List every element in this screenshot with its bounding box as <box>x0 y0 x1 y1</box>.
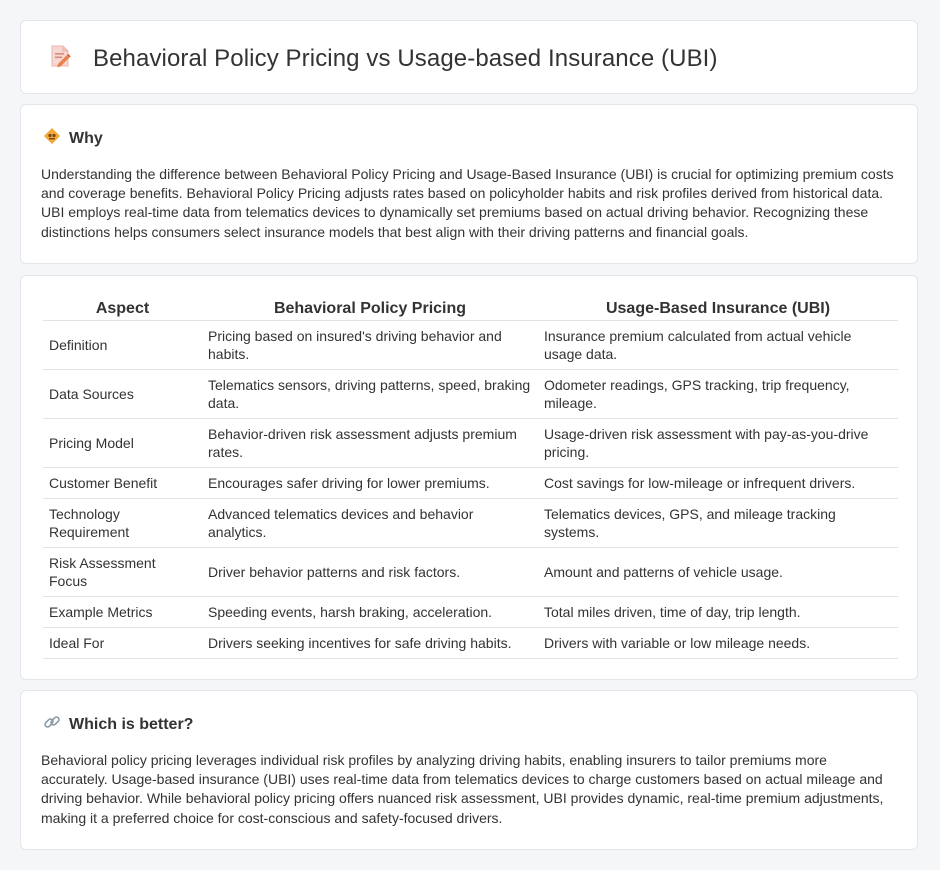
row-ubi: Amount and patterns of vehicle usage. <box>538 548 898 597</box>
better-header <box>43 713 193 736</box>
row-ubi: Usage-driven risk assessment with pay-as-you-drive pricing. <box>538 419 898 468</box>
row-behavioral: Pricing based on insured's driving behavior and habits. <box>202 321 538 370</box>
row-ubi: Odometer readings, GPS tracking, trip frequency, mileage. <box>538 370 898 419</box>
why-text: Understanding the difference between Behavioral Policy Pricing and Usage-Based Insurance (UBI) is crucial for optimizing premium costs and coverage benefits. Behavioral Policy Pricing adjusts rates based on policyholder habits and risk profiles derived from historical data. UBI employs real-time data from telematics devices to dynamically set premiums based on actual driving behavior. Recognizing these distinctions helps consumers select insurance models that best align with their driving patterns and financial goals. <box>41 166 894 240</box>
row-aspect: Customer Benefit <box>43 468 202 499</box>
comparison-table <box>43 296 898 659</box>
table-row <box>43 548 898 597</box>
why-card <box>20 104 918 264</box>
page-title: Behavioral Policy Pricing vs Usage-based Insurance (UBI) <box>93 44 718 72</box>
title-card <box>20 20 918 94</box>
row-behavioral: Behavior-driven risk assessment adjusts premium rates. <box>202 419 538 468</box>
header-behavioral: Behavioral Policy Pricing <box>202 296 538 321</box>
row-ubi: Insurance premium calculated from actual vehicle usage data. <box>538 321 898 370</box>
why-heading: Why <box>69 129 103 147</box>
row-behavioral: Driver behavior patterns and risk factors. <box>202 548 538 597</box>
table-row <box>43 628 898 659</box>
row-behavioral: Speeding events, harsh braking, acceleration. <box>202 597 538 628</box>
row-behavioral: Telematics sensors, driving patterns, speed, braking data. <box>202 370 538 419</box>
row-behavioral: Advanced telematics devices and behavior analytics. <box>202 499 538 548</box>
row-aspect: Data Sources <box>43 370 202 419</box>
row-aspect: Definition <box>43 321 202 370</box>
row-aspect: Ideal For <box>43 628 202 659</box>
link-icon <box>43 713 69 736</box>
table-row <box>43 468 898 499</box>
table-row <box>43 419 898 468</box>
why-header <box>43 127 103 150</box>
row-behavioral: Encourages safer driving for lower premiums. <box>202 468 538 499</box>
row-ubi: Telematics devices, GPS, and mileage tracking systems. <box>538 499 898 548</box>
row-ubi: Total miles driven, time of day, trip length. <box>538 597 898 628</box>
better-text: Behavioral policy pricing leverages individual risk profiles by analyzing driving habits, enabling insurers to tailor premiums more accurately. Usage-based insurance (UBI) uses real-time data from telematics devices to charge customers based on actual mileage and driving behavior. While behavioral policy pricing offers nuanced risk assessment, UBI provides dynamic, real-time premium adjustments, making it a preferred choice for cost-conscious and safety-focused drivers. <box>41 752 884 826</box>
document-edit-icon <box>47 43 93 74</box>
row-behavioral: Drivers seeking incentives for safe driving habits. <box>202 628 538 659</box>
row-aspect: Technology Requirement <box>43 499 202 548</box>
which-better-card <box>20 690 918 850</box>
table-row <box>43 321 898 370</box>
row-aspect: Risk Assessment Focus <box>43 548 202 597</box>
title-row <box>47 43 718 74</box>
row-aspect: Pricing Model <box>43 419 202 468</box>
table-row <box>43 597 898 628</box>
lightbulb-gear-icon <box>43 127 69 150</box>
table-row <box>43 370 898 419</box>
row-ubi: Drivers with variable or low mileage needs. <box>538 628 898 659</box>
comparison-card <box>20 275 918 680</box>
row-ubi: Cost savings for low-mileage or infrequent drivers. <box>538 468 898 499</box>
header-ubi: Usage-Based Insurance (UBI) <box>538 296 898 321</box>
better-heading: Which is better? <box>69 715 194 733</box>
table-row <box>43 499 898 548</box>
row-aspect: Example Metrics <box>43 597 202 628</box>
table-header-row <box>43 296 898 321</box>
header-aspect: Aspect <box>43 296 202 321</box>
